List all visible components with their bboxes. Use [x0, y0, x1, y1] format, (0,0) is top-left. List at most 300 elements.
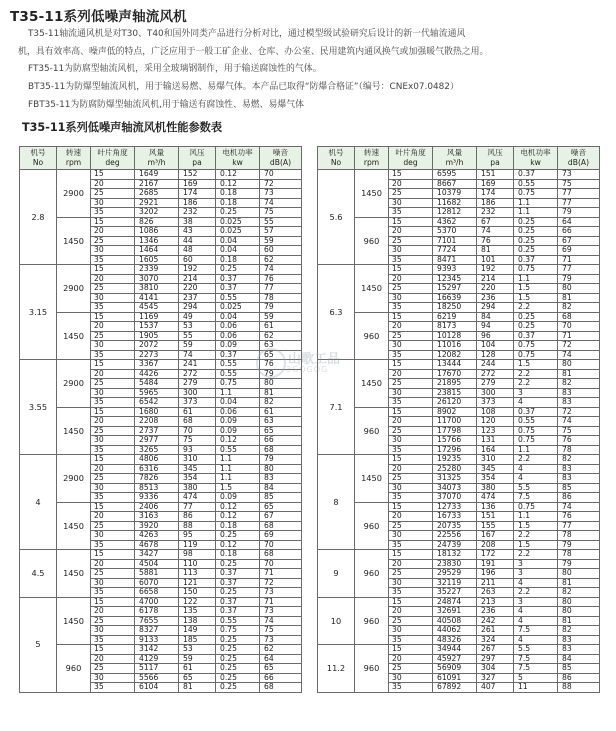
blade-angle-cell: 20 — [389, 274, 433, 284]
airflow-cell: 34073 — [433, 483, 477, 493]
airflow-cell: 1537 — [135, 322, 179, 332]
motor-power-cell: 0.37 — [216, 607, 260, 617]
airflow-cell: 4700 — [135, 597, 179, 607]
table-row — [20, 597, 302, 607]
noise-cell: 83 — [558, 388, 600, 398]
blade-angle-cell: 30 — [91, 198, 135, 208]
airflow-cell: 3142 — [135, 645, 179, 655]
pressure-cell: 208 — [477, 540, 514, 550]
pressure-cell: 236 — [477, 293, 514, 303]
machine-no-cell: 5 — [20, 597, 57, 692]
blade-angle-cell: 20 — [91, 464, 135, 474]
speed-cell: 2900 — [57, 170, 91, 218]
blade-angle-cell: 20 — [91, 512, 135, 522]
motor-power-cell: 0.12 — [216, 436, 260, 446]
blade-angle-header — [91, 147, 135, 170]
pressure-cell: 113 — [179, 569, 216, 579]
airflow-cell: 2072 — [135, 341, 179, 351]
pressure-header — [179, 147, 216, 170]
pressure-cell: 151 — [477, 170, 514, 180]
blade-angle-cell: 25 — [389, 426, 433, 436]
blade-angle-cell: 25 — [91, 236, 135, 246]
blade-angle-cell: 30 — [91, 388, 135, 398]
airflow-cell: 2685 — [135, 189, 179, 199]
blade-angle-cell: 15 — [91, 407, 135, 417]
pressure-cell: 136 — [477, 502, 514, 512]
airflow-cell: 2273 — [135, 350, 179, 360]
pressure-cell: 169 — [179, 179, 216, 189]
blade-angle-cell: 35 — [389, 255, 433, 265]
blade-angle-cell: 20 — [389, 369, 433, 379]
motor-power-cell: 0.25 — [514, 227, 558, 237]
table-row — [318, 265, 600, 275]
airflow-cell: 40508 — [433, 616, 477, 626]
blade-angle-cell: 15 — [389, 455, 433, 465]
airflow-cell: 35227 — [433, 588, 477, 598]
blade-angle-cell: 30 — [91, 436, 135, 446]
motor-power-cell: 2.2 — [514, 531, 558, 541]
machine-no-cell: 8 — [318, 455, 355, 550]
table-row — [318, 455, 600, 465]
motor-power-cell: 1.5 — [514, 521, 558, 531]
noise-cell: 68 — [260, 445, 302, 455]
pressure-cell: 74 — [477, 227, 514, 237]
header-label: 风压 — [189, 148, 205, 157]
blade-angle-cell: 20 — [91, 559, 135, 569]
pressure-cell: 279 — [477, 379, 514, 389]
pressure-cell: 65 — [179, 673, 216, 683]
airflow-cell: 8173 — [433, 322, 477, 332]
noise-cell: 77 — [558, 265, 600, 275]
blade-angle-cell: 30 — [91, 341, 135, 351]
noise-header — [558, 147, 600, 170]
table-row — [318, 312, 600, 322]
motor-power-cell: 0.12 — [216, 179, 260, 189]
pressure-cell: 242 — [477, 616, 514, 626]
motor-power-cell: 0.25 — [216, 635, 260, 645]
header-label: 转速 — [65, 148, 82, 157]
motor-power-cell: 0.75 — [514, 502, 558, 512]
blade-angle-cell: 35 — [91, 350, 135, 360]
airflow-cell: 48326 — [433, 635, 477, 645]
blade-angle-cell: 15 — [91, 170, 135, 180]
blade-angle-cell: 35 — [91, 208, 135, 218]
blade-angle-cell: 20 — [91, 369, 135, 379]
airflow-cell: 826 — [135, 217, 179, 227]
motor-power-cell: 0.25 — [216, 559, 260, 569]
airflow-cell: 6178 — [135, 607, 179, 617]
airflow-cell: 2737 — [135, 426, 179, 436]
intro-paragraph: BT35-11为防爆型轴流风机，用于输送易燃、易爆气体。本产品已取得“防爆合格证”（编号：CNEx07.0482） — [28, 82, 459, 93]
motor-power-cell: 0.75 — [216, 379, 260, 389]
pressure-cell: 77 — [179, 502, 216, 512]
airflow-cell: 1905 — [135, 331, 179, 341]
noise-cell: 74 — [558, 350, 600, 360]
pressure-cell: 300 — [179, 388, 216, 398]
pressure-cell: 474 — [179, 493, 216, 503]
watermark-text: 山歌工品 — [288, 352, 341, 367]
motor-power-cell: 0.75 — [514, 436, 558, 446]
blade-angle-cell: 15 — [389, 312, 433, 322]
noise-cell: 82 — [558, 379, 600, 389]
blade-angle-cell: 30 — [91, 673, 135, 683]
machine-no-header — [318, 147, 355, 170]
motor-power-cell: 1.1 — [216, 474, 260, 484]
noise-cell: 71 — [260, 597, 302, 607]
blade-angle-cell: 25 — [389, 236, 433, 246]
table-header — [20, 147, 302, 170]
blade-angle-cell: 25 — [389, 569, 433, 579]
airflow-cell: 19235 — [433, 455, 477, 465]
airflow-cell: 1605 — [135, 255, 179, 265]
airflow-cell: 12812 — [433, 208, 477, 218]
blade-angle-cell: 35 — [91, 540, 135, 550]
motor-power-cell: 0.37 — [216, 597, 260, 607]
pressure-cell: 174 — [179, 189, 216, 199]
noise-cell: 73 — [260, 189, 302, 199]
noise-cell: 83 — [558, 645, 600, 655]
motor-power-cell: 0.37 — [216, 274, 260, 284]
pressure-cell: 354 — [179, 474, 216, 484]
blade-angle-cell: 25 — [91, 616, 135, 626]
pressure-cell: 272 — [477, 369, 514, 379]
pressure-cell: 310 — [179, 455, 216, 465]
motor-power-cell: 4 — [514, 474, 558, 484]
pressure-cell: 192 — [477, 265, 514, 275]
blade-angle-cell: 25 — [389, 331, 433, 341]
blade-angle-cell: 30 — [91, 293, 135, 303]
noise-cell: 71 — [260, 569, 302, 579]
noise-cell: 79 — [558, 540, 600, 550]
blade-angle-cell: 35 — [389, 398, 433, 408]
airflow-cell: 56909 — [433, 664, 477, 674]
noise-cell: 76 — [558, 512, 600, 522]
blade-angle-cell: 25 — [389, 379, 433, 389]
blade-angle-cell: 20 — [389, 559, 433, 569]
noise-cell: 82 — [558, 626, 600, 636]
noise-cell: 80 — [558, 360, 600, 370]
airflow-cell: 6542 — [135, 398, 179, 408]
airflow-cell: 3070 — [135, 274, 179, 284]
airflow-cell: 12082 — [433, 350, 477, 360]
noise-cell: 83 — [558, 398, 600, 408]
motor-power-cell: 0.25 — [514, 217, 558, 227]
motor-power-cell: 0.37 — [216, 284, 260, 294]
blade-angle-cell: 35 — [91, 398, 135, 408]
motor-power-cell: 5.5 — [514, 483, 558, 493]
header-label: 机号 — [328, 148, 344, 157]
noise-cell: 83 — [260, 474, 302, 484]
airflow-cell: 6219 — [433, 312, 477, 322]
noise-cell: 57 — [260, 227, 302, 237]
pressure-cell: 214 — [179, 274, 216, 284]
noise-cell: 65 — [260, 426, 302, 436]
header-label: 噪音 — [272, 148, 289, 157]
pressure-cell: 75 — [179, 436, 216, 446]
pressure-cell: 67 — [477, 217, 514, 227]
noise-cell: 85 — [558, 664, 600, 674]
pressure-cell: 135 — [179, 607, 216, 617]
motor-power-cell: 4 — [514, 398, 558, 408]
speed-cell: 960 — [355, 217, 389, 265]
pressure-cell: 164 — [477, 445, 514, 455]
airflow-cell: 11682 — [433, 198, 477, 208]
blade-angle-cell: 25 — [91, 331, 135, 341]
speed-cell: 960 — [355, 312, 389, 360]
speed-cell: 1450 — [355, 265, 389, 313]
motor-power-cell: 5.5 — [514, 645, 558, 655]
blade-angle-cell: 20 — [389, 417, 433, 427]
pressure-cell: 373 — [179, 398, 216, 408]
pressure-cell: 407 — [477, 683, 514, 693]
blade-angle-cell: 30 — [91, 246, 135, 256]
airflow-cell: 5484 — [135, 379, 179, 389]
noise-cell: 77 — [260, 284, 302, 294]
airflow-cell: 16733 — [433, 512, 477, 522]
machine-no-cell: 11.2 — [318, 645, 355, 693]
noise-cell: 79 — [558, 559, 600, 569]
motor-power-cell: 0.25 — [216, 265, 260, 275]
pressure-cell: 244 — [477, 360, 514, 370]
airflow-cell: 17296 — [433, 445, 477, 455]
speed-cell: 2900 — [57, 455, 91, 503]
motor-power-cell: 0.37 — [216, 350, 260, 360]
airflow-cell: 45927 — [433, 654, 477, 664]
airflow-cell: 9133 — [135, 635, 179, 645]
motor-power-cell: 7.5 — [514, 626, 558, 636]
header-unit: rpm — [363, 158, 380, 167]
motor-power-cell: 0.37 — [514, 170, 558, 180]
pressure-cell: 60 — [179, 255, 216, 265]
airflow-cell: 4678 — [135, 540, 179, 550]
airflow-cell: 2167 — [135, 179, 179, 189]
pressure-cell: 119 — [179, 540, 216, 550]
motor-power-cell: 4 — [514, 616, 558, 626]
blade-angle-cell: 25 — [389, 284, 433, 294]
speed-cell: 1450 — [57, 312, 91, 360]
pressure-cell: 104 — [477, 341, 514, 351]
noise-cell: 70 — [260, 559, 302, 569]
noise-cell: 76 — [260, 360, 302, 370]
noise-cell: 74 — [260, 198, 302, 208]
noise-cell: 73 — [260, 588, 302, 598]
airflow-cell: 12733 — [433, 502, 477, 512]
noise-cell: 86 — [558, 493, 600, 503]
noise-cell: 67 — [558, 236, 600, 246]
airflow-cell: 3920 — [135, 521, 179, 531]
motor-power-cell: 0.04 — [216, 312, 260, 322]
table-row — [318, 645, 600, 655]
blade-angle-cell: 35 — [389, 635, 433, 645]
blade-angle-cell: 25 — [389, 664, 433, 674]
blade-angle-cell: 30 — [91, 531, 135, 541]
pressure-cell: 128 — [477, 350, 514, 360]
machine-no-cell: 6.3 — [318, 265, 355, 360]
pressure-cell: 345 — [179, 464, 216, 474]
noise-cell: 74 — [260, 616, 302, 626]
motor-power-cell: 0.09 — [216, 426, 260, 436]
pressure-cell: 53 — [179, 645, 216, 655]
header-row — [20, 147, 302, 170]
noise-cell: 63 — [260, 417, 302, 427]
speed-cell: 2900 — [57, 265, 91, 313]
motor-power-cell: 0.25 — [514, 246, 558, 256]
machine-no-cell: 2.8 — [20, 170, 57, 265]
noise-cell: 84 — [558, 654, 600, 664]
table-row — [318, 597, 600, 607]
airflow-cell: 3163 — [135, 512, 179, 522]
pressure-cell: 110 — [179, 559, 216, 569]
spec-table-left — [19, 146, 302, 693]
airflow-cell: 9336 — [135, 493, 179, 503]
airflow-cell: 5881 — [135, 569, 179, 579]
header-unit: kw — [232, 158, 243, 167]
airflow-cell: 10128 — [433, 331, 477, 341]
speed-cell: 1450 — [57, 407, 91, 455]
noise-cell: 77 — [558, 189, 600, 199]
blade-angle-cell: 30 — [91, 578, 135, 588]
noise-cell: 70 — [260, 170, 302, 180]
table-row — [20, 407, 302, 417]
noise-cell: 86 — [558, 673, 600, 683]
table-title: T35-11系列低噪声轴流风机性能参数表 — [22, 121, 223, 134]
blade-angle-cell: 15 — [389, 265, 433, 275]
noise-cell: 81 — [558, 293, 600, 303]
pressure-cell: 101 — [477, 255, 514, 265]
airflow-cell: 5370 — [433, 227, 477, 237]
noise-cell: 67 — [260, 512, 302, 522]
pressure-cell: 354 — [477, 474, 514, 484]
table-row — [20, 312, 302, 322]
motor-power-cell: 0.12 — [216, 540, 260, 550]
airflow-cell: 3265 — [135, 445, 179, 455]
airflow-cell: 8667 — [433, 179, 477, 189]
airflow-cell: 7655 — [135, 616, 179, 626]
airflow-cell: 6658 — [135, 588, 179, 598]
motor-power-cell: 0.06 — [216, 331, 260, 341]
noise-cell: 64 — [260, 654, 302, 664]
airflow-cell: 2339 — [135, 265, 179, 275]
airflow-cell: 1086 — [135, 227, 179, 237]
noise-cell: 80 — [260, 464, 302, 474]
airflow-cell: 18250 — [433, 303, 477, 313]
pressure-cell: 59 — [179, 654, 216, 664]
blade-angle-cell: 15 — [91, 265, 135, 275]
pressure-cell: 61 — [179, 664, 216, 674]
noise-cell: 72 — [260, 179, 302, 189]
pressure-cell: 294 — [477, 303, 514, 313]
blade-angle-cell: 35 — [389, 588, 433, 598]
motor-power-cell: 0.25 — [216, 654, 260, 664]
blade-angle-cell: 15 — [91, 217, 135, 227]
motor-power-cell: 0.025 — [216, 227, 260, 237]
noise-cell: 78 — [558, 531, 600, 541]
pressure-cell: 122 — [179, 597, 216, 607]
noise-cell: 76 — [260, 274, 302, 284]
noise-cell: 80 — [558, 597, 600, 607]
noise-cell: 75 — [558, 426, 600, 436]
header-label: 风量 — [148, 148, 165, 157]
pressure-cell: 192 — [179, 265, 216, 275]
airflow-cell: 8471 — [433, 255, 477, 265]
motor-power-cell: 1.1 — [216, 388, 260, 398]
motor-power-cell: 1.5 — [514, 540, 558, 550]
noise-cell: 83 — [558, 474, 600, 484]
airflow-cell: 31325 — [433, 474, 477, 484]
airflow-cell: 11700 — [433, 417, 477, 427]
motor-power-cell: 0.18 — [216, 255, 260, 265]
noise-cell: 80 — [558, 284, 600, 294]
noise-cell: 81 — [558, 578, 600, 588]
pressure-cell: 121 — [179, 578, 216, 588]
pressure-cell: 267 — [477, 645, 514, 655]
airflow-cell: 15766 — [433, 436, 477, 446]
airflow-cell: 7826 — [135, 474, 179, 484]
airflow-cell: 18132 — [433, 550, 477, 560]
motor-power-cell: 0.18 — [216, 521, 260, 531]
table-row — [318, 170, 600, 180]
pressure-cell: 84 — [477, 312, 514, 322]
noise-cell: 62 — [260, 331, 302, 341]
noise-cell: 77 — [558, 198, 600, 208]
blade-angle-cell: 15 — [91, 645, 135, 655]
blade-angle-cell: 15 — [91, 597, 135, 607]
motor-power-cell: 0.25 — [216, 673, 260, 683]
blade-angle-cell: 15 — [91, 360, 135, 370]
table-row — [318, 407, 600, 417]
speed-cell: 960 — [355, 645, 389, 693]
motor-power-cell: 0.18 — [216, 198, 260, 208]
motor-power-cell: 3 — [514, 388, 558, 398]
noise-cell: 79 — [260, 455, 302, 465]
pressure-cell: 150 — [179, 588, 216, 598]
blade-angle-cell: 15 — [91, 550, 135, 560]
pressure-cell: 48 — [179, 246, 216, 256]
blade-angle-cell: 15 — [389, 645, 433, 655]
noise-cell: 85 — [260, 493, 302, 503]
airflow-cell: 22556 — [433, 531, 477, 541]
blade-angle-cell: 30 — [91, 483, 135, 493]
pressure-cell: 272 — [179, 369, 216, 379]
machine-no-cell: 4 — [20, 455, 57, 550]
motor-power-cell: 2.2 — [514, 303, 558, 313]
noise-cell: 79 — [558, 208, 600, 218]
header-unit: m³/h — [147, 158, 166, 167]
intro-paragraph: FBT35-11为防腐防爆型轴流风机,用于输送有腐蚀性、易燃、易爆气体 — [28, 99, 304, 110]
blade-angle-cell: 35 — [389, 540, 433, 550]
intro-paragraph: FT35-11为防腐型轴流风机，采用全玻璃钢制作，用于输送腐蚀性的气体。 — [28, 64, 322, 75]
airflow-cell: 3367 — [135, 360, 179, 370]
table-row — [318, 502, 600, 512]
motor-power-cell: 4 — [514, 578, 558, 588]
motor-power-cell: 0.75 — [514, 341, 558, 351]
machine-no-header — [20, 147, 57, 170]
motor-power-cell: 0.37 — [514, 407, 558, 417]
machine-no-cell: 9 — [318, 550, 355, 598]
motor-power-cell: 0.09 — [216, 341, 260, 351]
table-row — [20, 170, 302, 180]
spec-table-right — [317, 146, 600, 693]
header-label: 电机功率 — [520, 148, 551, 157]
table-row — [20, 265, 302, 275]
noise-cell: 62 — [260, 645, 302, 655]
airflow-cell: 5965 — [135, 388, 179, 398]
airflow-cell: 10379 — [433, 189, 477, 199]
motor-power-cell: 0.75 — [514, 426, 558, 436]
pressure-cell: 373 — [477, 398, 514, 408]
noise-cell: 63 — [260, 341, 302, 351]
airflow-cell: 37070 — [433, 493, 477, 503]
